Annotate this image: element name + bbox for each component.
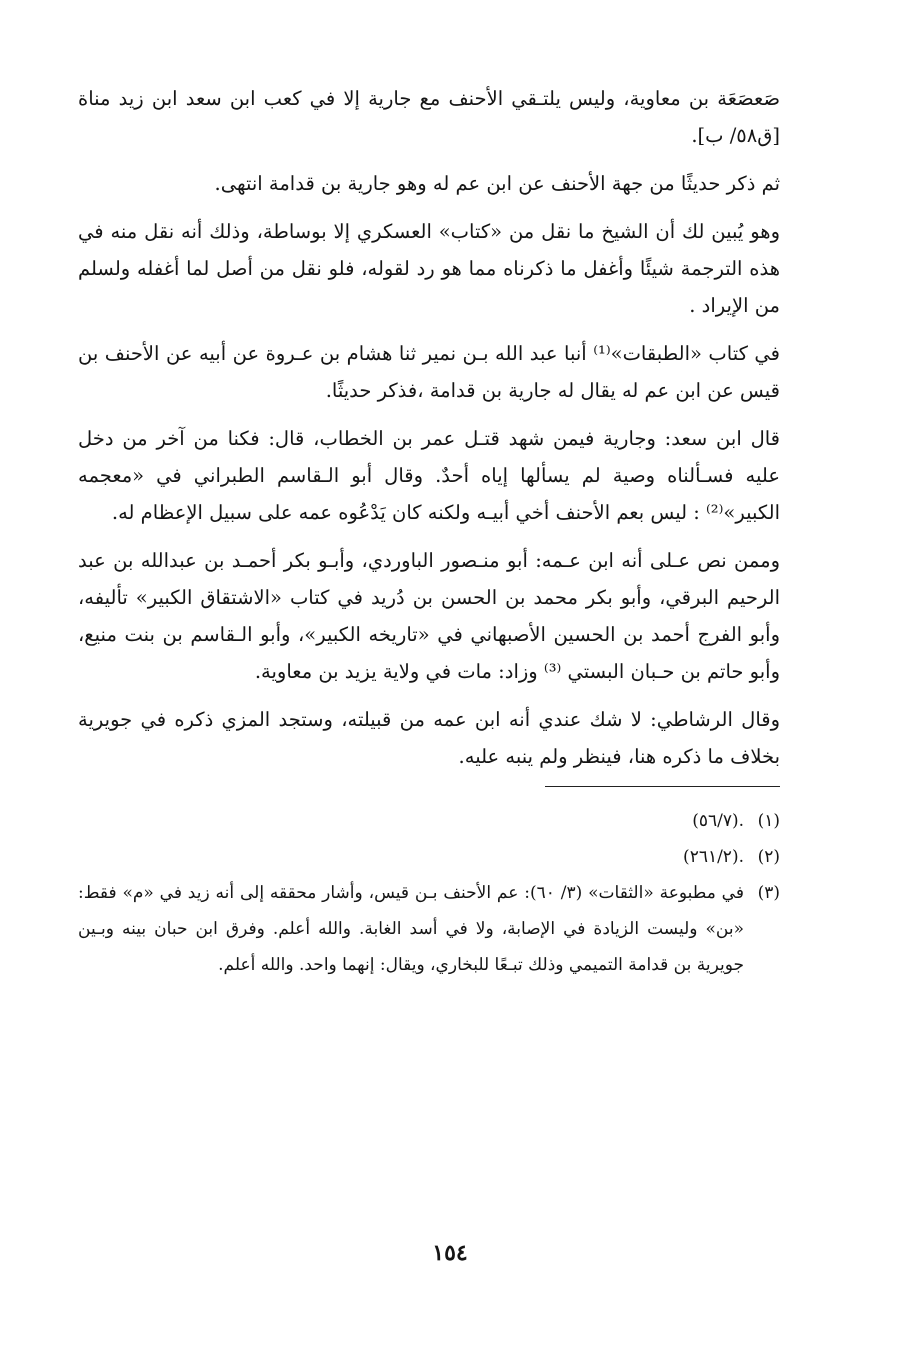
footnote-text: .(٢٦١/٢)	[683, 847, 744, 867]
footnote-divider	[545, 786, 780, 787]
footnote-number: (١)	[757, 811, 780, 831]
paragraph-7: وقال الرشاطي: لا شك عندي أنه ابن عمه من قبيلته، وستجد المزي ذكره في جويرية بخلاف ما ذكره هنا، فينظر ولم ينبه عليه.	[78, 708, 780, 768]
paragraph-6: وممن نص عـلى أنه ابن عـمه: أبو منـصور الباوردي، وأبـو بكر أحمـد بن عبدالله بن عبد الرحيم البرقي، وأبو بكر محمد بن الحسن بن دُريد في كتاب «الاشتقاق الكبير» تأليفه، وأبو الفرج أحمد بن الحسين الأصبهاني في «تاريخه الكبير»، وأبو الـقاسم بن بنت منيع، وأبو حاتم بن حـبان البستي ⁽³⁾ وزاد: مات في ولاية يزيد بن معاوية.	[78, 549, 780, 683]
page-number: ١٥٤	[432, 1240, 468, 1266]
footnote-text: .(٥٦/٧)	[692, 811, 744, 831]
footnote-text: في مطبوعة «الثقات» (٣/ ٦٠): عم الأحنف بـن قيس، وأشار محققه إلى أنه زيد في «م» فقط: «بن» وليست الزيادة في الإصابة، ولا في أسد الغابة. والله أعلم. وفرق ابن حبان بينه وبـين جويرية بن قدامة التميمي وذلك تبـعًا للبخاري، ويقال: إنهما واحد. والله أعلم.	[78, 883, 744, 975]
footnotes	[78, 803, 780, 983]
footnote-number: (٣)	[757, 883, 780, 903]
footnote-number: (٢)	[757, 847, 780, 867]
paragraph-1: صَعصَعَة بن معاوية، وليس يلتـقي الأحنف مع جارية إلا في كعب ابن سعد ابن زيد مناة [ق٥٨/ ب].	[78, 87, 780, 147]
footnote-3	[78, 875, 780, 983]
paragraph-2: ثم ذكر حديثًا من جهة الأحنف عن ابن عم له وهو جارية بن قدامة انتهى.	[214, 172, 780, 195]
paragraph-4: في كتاب «الطبقات»⁽¹⁾ أنبا عبد الله بـن نمير ثنا هشام بن عـروة عن أبيه عن الأحنف بن قيس عن ابن عم له يقال له جارية بن قدامة ،فذكر حديثًا.	[78, 342, 780, 402]
footnote-2	[78, 839, 780, 875]
page-text-block	[78, 80, 780, 983]
footnote-1	[78, 803, 780, 839]
paragraph-5: قال ابن سعد: وجارية فيمن شهد قتـل عمر بن الخطاب، قال: فكنا من آخر من دخل عليه فسـألناه وصية لم يسألها إياه أحدٌ. وقال أبو الـقاسم الطبراني في «معجمه الكبير»⁽²⁾ : ليس بعم الأحنف أخي أبيـه ولكنه كان يَدْعُوه عمه على سبيل الإعظام له.	[78, 427, 780, 524]
paragraph-3: وهو يُبين لك أن الشيخ ما نقل من «كتاب» العسكري إلا بوساطة، وذلك أنه نقل منه في هذه الترجمة شيئًا وأغفل ما ذكرناه مما هو رد لقوله، فلو نقل من أصل لما أغفله ولسلم من الإيراد .	[78, 220, 780, 317]
